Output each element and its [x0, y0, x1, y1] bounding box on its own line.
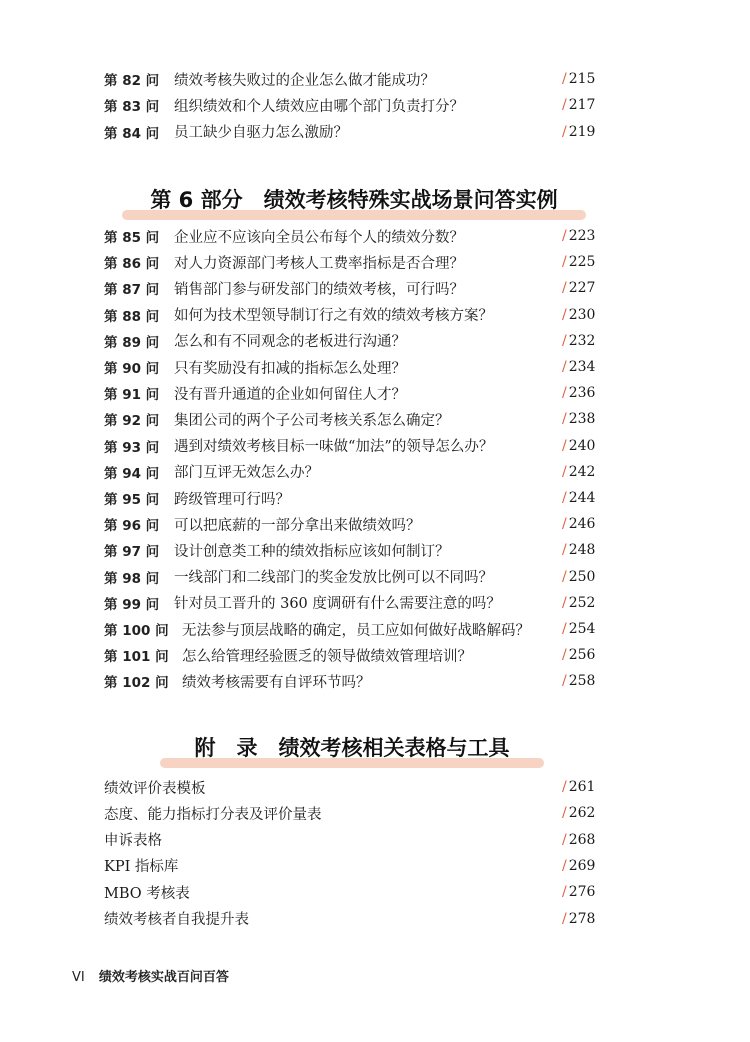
- toc-row[interactable]: [104, 539, 602, 561]
- page-slash: /: [562, 228, 567, 244]
- toc-entry-title: 可以把底薪的一部分拿出来做绩效吗？: [174, 517, 421, 534]
- page-footer: [72, 966, 229, 985]
- page-slash: /: [562, 332, 567, 349]
- page-number: 276: [568, 884, 596, 901]
- toc-entry-title: 怎么和有不同观念的老板进行沟通？: [174, 334, 406, 351]
- page-number: 217: [568, 97, 596, 114]
- page-ref: [562, 254, 602, 270]
- toc-entry-title: 态度、能力指标打分表及评价量表: [104, 806, 322, 823]
- page-slash: /: [562, 437, 567, 454]
- toc-entry-title: 只有奖励没有扣减的指标怎么处理？: [174, 360, 406, 377]
- page-number: 268: [568, 831, 596, 848]
- page-slash: /: [562, 71, 567, 87]
- question-number: 第 92 问: [104, 413, 160, 430]
- page-slash: /: [562, 411, 567, 428]
- toc-entry-title: 遇到对绩效考核目标一味做“加法”的领导怎么办？: [174, 439, 494, 456]
- toc-entry-title: 无法参与顶层战略的确定，员工应如何做好战略解码？: [182, 622, 530, 639]
- question-number: 第 102 问: [104, 675, 169, 692]
- question-number: 第 88 问: [104, 308, 160, 325]
- page-number: 250: [568, 568, 596, 585]
- page-number: 230: [568, 306, 596, 323]
- toc-row[interactable]: [104, 356, 602, 378]
- page-slash: /: [562, 857, 567, 874]
- page-number: 256: [568, 647, 596, 664]
- page-ref: [562, 673, 602, 689]
- toc-row[interactable]: [104, 592, 602, 614]
- page-number: 269: [568, 857, 596, 874]
- toc-row[interactable]: [104, 251, 602, 273]
- toc-entry-title: 绩效考核者自我提升表: [104, 912, 249, 928]
- toc-row[interactable]: [104, 802, 602, 824]
- toc-row[interactable]: [104, 881, 602, 903]
- page-ref: [562, 280, 602, 296]
- toc-row[interactable]: [104, 121, 602, 143]
- toc-row[interactable]: [104, 829, 602, 851]
- toc-row[interactable]: [104, 566, 602, 588]
- page-number: 240: [568, 437, 596, 454]
- toc-row[interactable]: [104, 908, 602, 930]
- page-slash: /: [562, 359, 567, 375]
- toc-entry-title: 部门互评无效怎么办？: [174, 465, 319, 482]
- toc-entry-title: 跨级管理可行吗？: [174, 491, 290, 508]
- page-slash: /: [562, 910, 567, 927]
- section-6-heading: [122, 184, 586, 224]
- appendix-heading: [160, 732, 544, 772]
- page-ref: [562, 307, 602, 323]
- toc-entry-title: 绩效考核需要有自评环节吗？: [182, 674, 371, 691]
- question-number: 第 93 问: [104, 439, 160, 456]
- toc-entry-title: 如何为技术型领导制订行之有效的绩效考核方案？: [174, 308, 493, 325]
- page-number: 278: [568, 910, 596, 927]
- page-ref: [562, 516, 602, 532]
- toc-row[interactable]: [104, 461, 602, 483]
- page-slash: /: [562, 516, 567, 533]
- page-ref: [562, 385, 602, 401]
- toc-entry-title: 对人力资源部门考核人工费率指标是否合理？: [174, 255, 464, 272]
- page-ref: [562, 779, 602, 795]
- toc-row[interactable]: [104, 487, 602, 509]
- page-slash: /: [562, 779, 567, 795]
- toc-entry-title: 员工缺少自驱力怎么激励？: [174, 125, 348, 142]
- toc-row[interactable]: [104, 670, 602, 692]
- question-number: 第 98 问: [104, 570, 160, 587]
- page-number: VI: [72, 970, 85, 985]
- page-ref: [562, 333, 602, 349]
- appendix-title: 附 录 绩效考核相关表格与工具: [194, 736, 510, 760]
- page-number: 248: [568, 542, 596, 559]
- page-ref: [562, 124, 602, 140]
- toc-entry-title: 怎么给管理经验匮乏的领导做绩效管理培训？: [182, 648, 472, 665]
- page-slash: /: [562, 647, 567, 664]
- page-number: 236: [568, 385, 596, 402]
- page-slash: /: [562, 123, 567, 140]
- page-number: 223: [568, 228, 596, 244]
- question-number: 第 101 问: [104, 649, 169, 666]
- page-ref: [562, 542, 602, 558]
- page-slash: /: [562, 254, 567, 271]
- page-slash: /: [562, 306, 567, 323]
- page-ref: [562, 911, 602, 927]
- toc-entry-title: 设计创意类工种的绩效指标应该如何制订？: [174, 543, 450, 560]
- toc-row[interactable]: [104, 68, 602, 90]
- toc-entry-title: 销售部门参与研发部门的绩效考核，可行吗？: [174, 281, 464, 298]
- toc-row[interactable]: [104, 277, 602, 299]
- page-ref: [562, 595, 602, 611]
- page-ref: [562, 228, 602, 244]
- page-slash: /: [562, 385, 567, 402]
- page-number: 215: [568, 71, 596, 87]
- toc-row[interactable]: [104, 644, 602, 666]
- toc-entry-title: 绩效评价表模板: [104, 780, 206, 797]
- page-number: 234: [568, 359, 596, 375]
- toc-entry-title: KPI 指标库: [104, 859, 179, 876]
- page-number: 232: [568, 332, 596, 349]
- question-number: 第 82 问: [104, 73, 160, 89]
- question-number: 第 97 问: [104, 544, 160, 561]
- page-number: 219: [568, 123, 596, 140]
- page-ref: [562, 884, 602, 900]
- page-slash: /: [562, 542, 567, 559]
- question-number: 第 99 问: [104, 596, 160, 613]
- toc-row[interactable]: [104, 382, 602, 404]
- page-ref: [562, 569, 602, 585]
- question-number: 第 89 问: [104, 334, 160, 351]
- toc-entry-title: 一线部门和二线部门的奖金发放比例可以不同吗？: [174, 570, 493, 587]
- toc-row[interactable]: [104, 304, 602, 326]
- page-number: 262: [568, 805, 596, 822]
- page-slash: /: [562, 805, 567, 822]
- page-ref: [562, 411, 602, 427]
- page-ref: [562, 71, 602, 87]
- page-number: 246: [568, 516, 596, 533]
- question-number: 第 94 问: [104, 465, 160, 482]
- page-slash: /: [562, 884, 567, 901]
- toc-row[interactable]: [104, 225, 602, 247]
- toc-row[interactable]: [104, 408, 602, 430]
- toc-row[interactable]: [104, 330, 602, 352]
- book-title: 绩效考核实战百问百答: [98, 970, 229, 985]
- page-ref: [562, 464, 602, 480]
- question-number: 第 84 问: [104, 125, 160, 142]
- page-ref: [562, 832, 602, 848]
- question-number: 第 86 问: [104, 256, 160, 273]
- toc-entry-title: 企业应不应该向全员公布每个人的绩效分数？: [174, 229, 464, 246]
- page-number: 261: [568, 779, 596, 795]
- question-number: 第 83 问: [104, 99, 160, 116]
- page-number: 258: [568, 673, 596, 690]
- page-ref: [562, 621, 602, 637]
- page-ref: [562, 97, 602, 113]
- page-slash: /: [562, 831, 567, 848]
- page-slash: /: [562, 490, 567, 506]
- toc-entry-title: MBO 考核表: [104, 885, 190, 902]
- section-6-title: 第 6 部分 绩效考核特殊实战场景问答实例: [150, 188, 558, 212]
- page-ref: [562, 359, 602, 375]
- page-ref: [562, 858, 602, 874]
- question-number: 第 96 问: [104, 518, 160, 535]
- page-ref: [562, 490, 602, 506]
- page-slash: /: [562, 673, 567, 690]
- page-slash: /: [562, 280, 567, 297]
- toc-entry-title: 没有晋升通道的企业如何留住人才？: [174, 386, 406, 403]
- page-slash: /: [562, 97, 567, 114]
- page-ref: [562, 438, 602, 454]
- page-slash: /: [562, 621, 567, 637]
- page-ref: [562, 647, 602, 663]
- toc-row[interactable]: [104, 618, 602, 640]
- toc-row[interactable]: [104, 776, 602, 798]
- toc-entry-title: 集团公司的两个子公司考核关系怎么确定？: [174, 412, 450, 429]
- page-number: 242: [568, 463, 596, 480]
- question-number: 第 91 问: [104, 387, 160, 404]
- question-number: 第 100 问: [104, 623, 169, 639]
- toc-row[interactable]: [104, 94, 602, 116]
- page-number: 238: [568, 411, 596, 428]
- page-number: 252: [568, 594, 596, 611]
- page-number: 254: [568, 621, 596, 637]
- page-slash: /: [562, 568, 567, 585]
- toc-entry-title: 针对员工晋升的 360 度调研有什么需要注意的吗？: [174, 596, 501, 613]
- question-number: 第 95 问: [104, 492, 160, 508]
- question-number: 第 87 问: [104, 282, 160, 299]
- toc-entry-title: 组织绩效和个人绩效应由哪个部门负责打分？: [174, 98, 464, 115]
- toc-row[interactable]: [104, 855, 602, 877]
- toc-entry-title: 申诉表格: [104, 833, 162, 850]
- page-slash: /: [562, 594, 567, 611]
- page-ref: [562, 805, 602, 821]
- page-slash: /: [562, 463, 567, 480]
- question-number: 第 85 问: [104, 230, 160, 246]
- toc-row[interactable]: [104, 513, 602, 535]
- question-number: 第 90 问: [104, 361, 160, 377]
- toc-row[interactable]: [104, 435, 602, 457]
- page-number: 225: [568, 254, 596, 271]
- page-number: 227: [568, 280, 596, 297]
- page-number: 244: [568, 490, 596, 506]
- toc-entry-title: 绩效考核失败过的企业怎么做才能成功？: [174, 72, 435, 89]
